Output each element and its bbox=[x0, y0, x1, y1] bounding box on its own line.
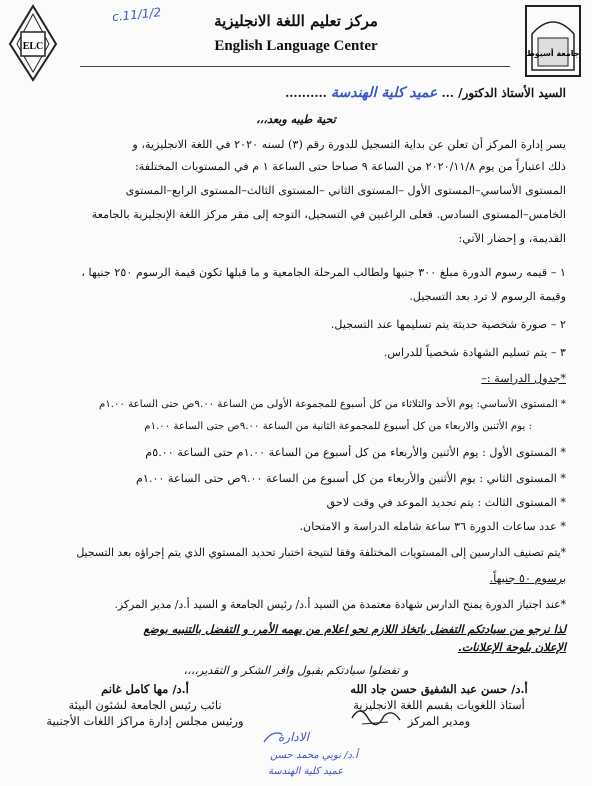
body-line: الخامس–المستوى السادس. فعلى الراغبين في التسجيل، التوجه إلى مقر مركز اللغة الإنجليزية بالجامعة bbox=[91, 208, 566, 221]
requirement-item: ١ – قيمه رسوم الدورة مبلغ ٣٠٠ جنيها ولطالب المرحلة الجامعية و ما قبلها تكون قيمة الرسوم ٢٥٠ جنيها ، bbox=[81, 266, 566, 279]
schedule-item: * المستوى الأول : يوم الأثنين والأربعاء من كل أسبوع من الساعة ١.٠٠م حتى الساعة ٥.٠٠م bbox=[145, 446, 566, 459]
body-line: ذلك اعتباراً من يوم ٢٠٢٠/١١/٨ من الساعة ٩ صباحا حتى الساعة ١ م في المستويات المختلفة: bbox=[135, 160, 566, 173]
handwritten-stamp-line3: عميد كلية الهندسة bbox=[268, 766, 344, 777]
schedule-item: : يوم الأثنين والاربعاء من كل أسبوع للمجموعة الثانية من الساعة ٩.٠٠ص حتى الساعة ١.٠٠م bbox=[144, 421, 532, 432]
center-name-arabic: مركز تعليم اللغة الانجليزية bbox=[214, 12, 378, 30]
left-signatory-title: نائب رئيس الجامعة لشئون البيئة bbox=[68, 698, 222, 712]
salutation-dots: .......... bbox=[285, 86, 327, 100]
note-item: برسوم ٥٠ جنيهاً. bbox=[489, 572, 566, 585]
right-signatory-name: أ.د/ حسن عبد الشفيق حسن جاد الله bbox=[350, 682, 528, 696]
handwritten-reference: c.11/1/2 bbox=[111, 5, 162, 25]
body-line: القديمة، و إحضار الآتي: bbox=[458, 232, 566, 245]
left-signatory-name: أ.د/ مها كامل غانم bbox=[101, 682, 189, 696]
note-item: *يتم تصنيف الدارسين إلى المستويات المختلفة وفقا لنتيجة اختبار تحديد المستوي الذي يتم إجراؤه بعد التسجيل bbox=[76, 546, 566, 559]
handwritten-stamp-line2: أ.د/ نوبي محمد حسن bbox=[270, 750, 358, 761]
recipient-handwritten: عميد كلية الهندسة bbox=[331, 85, 438, 101]
schedule-item: * المستوى الثاني : يوم الأثنين والأربعاء من كل أسبوع من الساعة ٩.٠٠ص حتى الساعة ١.٠٠م bbox=[135, 472, 566, 485]
header-divider bbox=[80, 66, 510, 67]
request-line: الإعلان بلوحة الإعلانات. bbox=[457, 640, 566, 654]
left-signatory-title: ورئيس مجلس إدارة مراكز اللغات الأجنبية bbox=[46, 714, 244, 728]
salutation-line bbox=[26, 86, 566, 100]
greeting: تحية طيبه وبعد،،، bbox=[256, 112, 336, 126]
center-name-english: English Language Center bbox=[214, 38, 378, 54]
request-line: لذا نرجو من سيادتكم التفضل باتخاذ اللازم نحو اعلام من يهمه الأمر، و التفضل بالتنبيه بوضع bbox=[143, 622, 566, 636]
handwritten-stamp-line1: الادارة bbox=[278, 730, 309, 744]
right-signatory-title: أستاذ اللغويات بقسم اللغة الانجليزية bbox=[353, 698, 525, 712]
elc-logo-text: ELC bbox=[22, 41, 44, 52]
closing: و تفضلوا سيادتكم بقبول وافر الشكر و التقدير،،،، bbox=[183, 664, 409, 677]
handwritten-arrow bbox=[262, 728, 284, 746]
schedule-item: * عدد ساعات الدورة ٣٦ ساعة شامله الدراسة و الامتحان. bbox=[299, 520, 566, 533]
salutation-label: السيد الأستاذ الدكتور/ ... bbox=[441, 86, 566, 100]
body-line: المستوى الأساسي–المستوى الأول –المستوى الثاني –المستوى الثالث–المستوى الرابع–المستوى bbox=[125, 184, 566, 197]
requirement-item: ٢ – صورة شخصية حديثة يتم تسليمها عند التسجيل. bbox=[330, 318, 566, 331]
schedule-item: * المستوى الأساسي: يوم الأحد والثلاثاء من كل أسبوع للمجموعة الأولى من الساعة ٩.٠٠ص حتى الساعة ١.٠٠م bbox=[99, 399, 566, 410]
requirement-item: وقيمة الرسوم لا ترد بعد التسجيل. bbox=[409, 290, 566, 303]
requirement-item: ٣ – يتم تسليم الشهادة شخصياً للدراس. bbox=[383, 346, 566, 359]
note-item: *عند اجتياز الدورة يمنح الدارس شهادة معتمدة من السيد أ.د/ رئيس الجامعة و السيد أ.د/ مدير المركز. bbox=[114, 598, 566, 611]
assiut-logo-text: جامعة أسيوط bbox=[526, 49, 580, 58]
schedule-item: * المستوى الثالث : يتم تحديد الموعد في وقت لاحق bbox=[326, 496, 566, 509]
body-line: يسر إدارة المركز أن تعلن عن بداية التسجيل للدورة رقم (٣) لسنه ٢٠٢٠ في اللغة الانجليزية، و bbox=[132, 138, 566, 151]
right-signatory-title: ومدير المركز bbox=[407, 714, 471, 728]
schedule-title: *جدول الدراسة :– bbox=[481, 372, 566, 385]
director-signature bbox=[348, 700, 404, 730]
